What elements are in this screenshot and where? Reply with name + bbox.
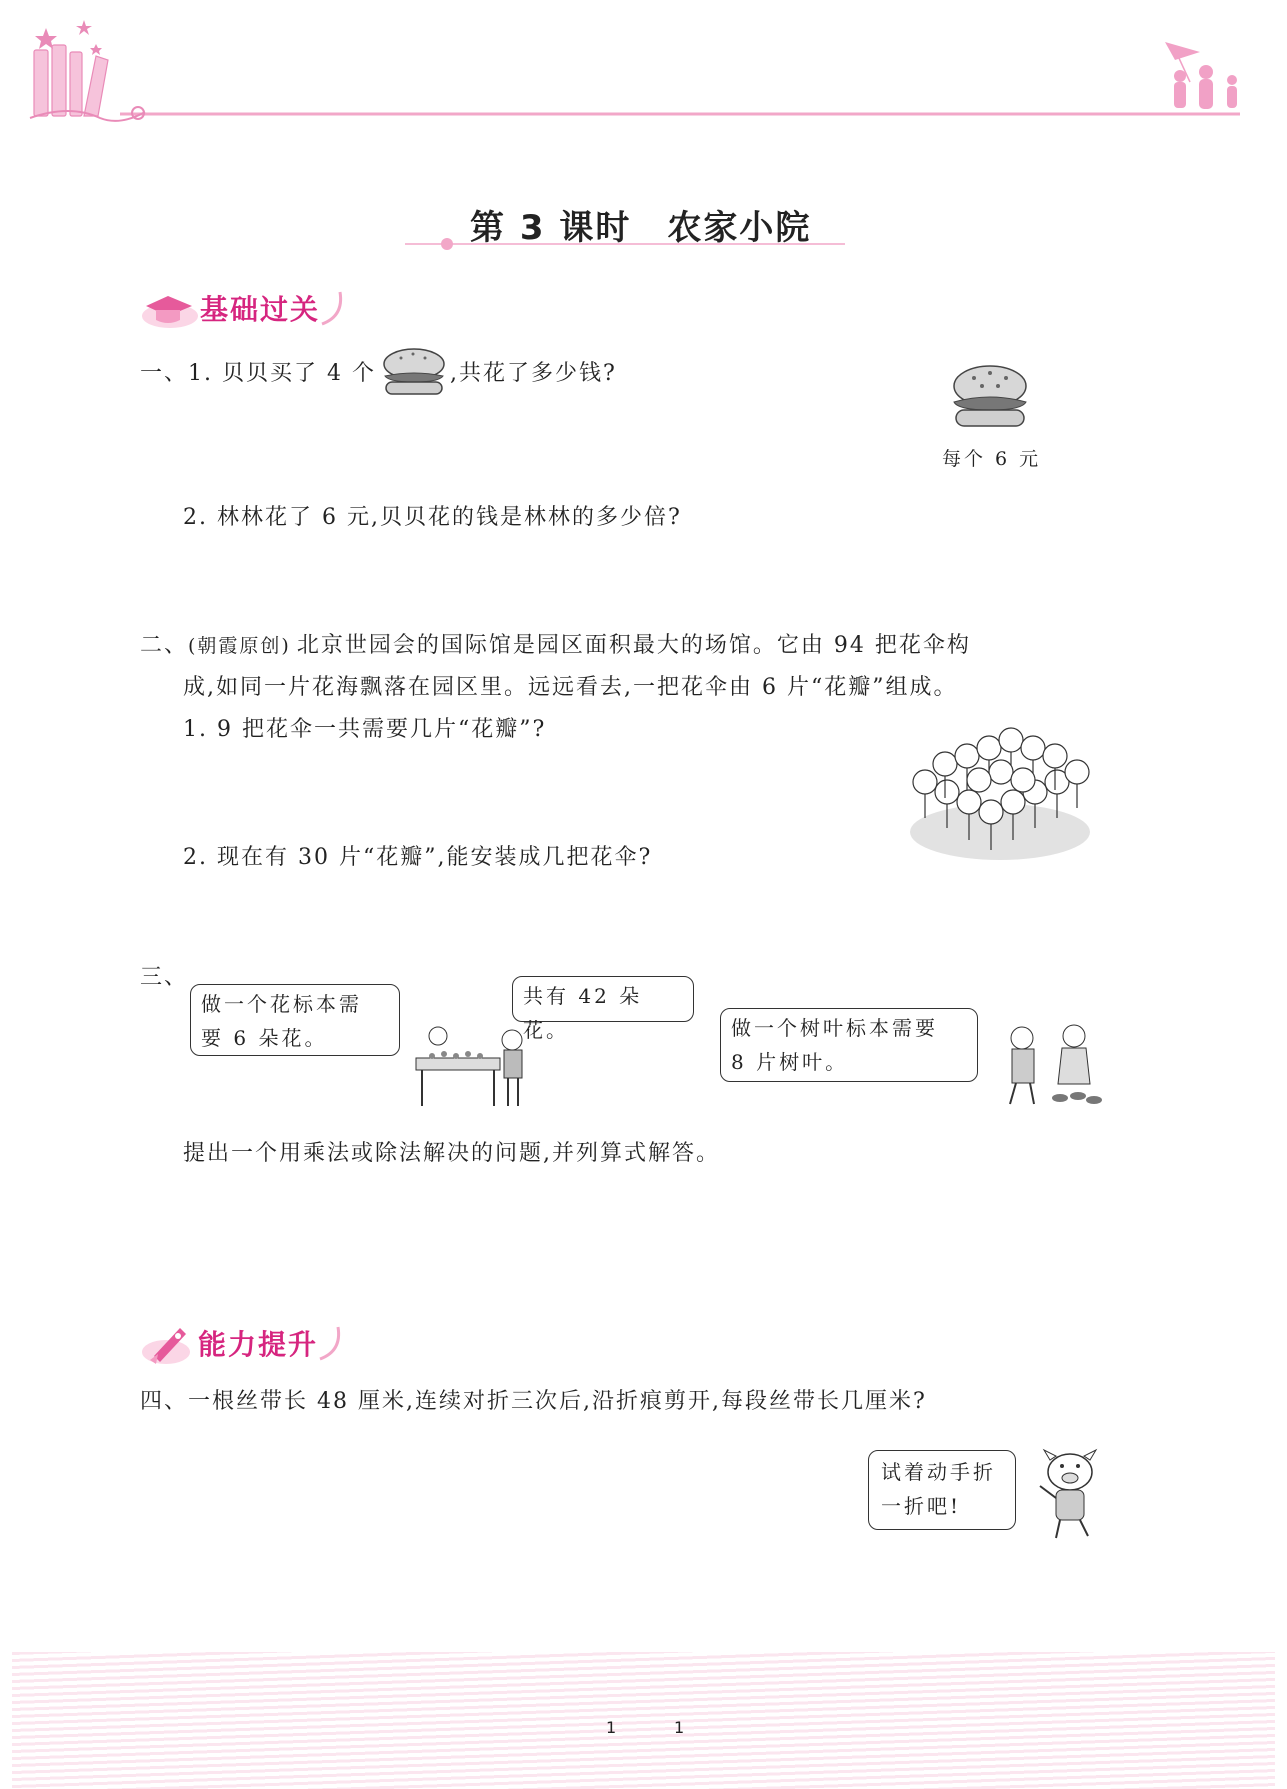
rocket-icon <box>140 1320 198 1366</box>
speech-bubble-leaf-sample <box>720 1008 978 1082</box>
q1-number: 一、 <box>140 361 189 386</box>
section-advanced-title: 能力提升 <box>198 1328 319 1361</box>
page-number-right: 1 <box>674 1718 685 1737</box>
title-underline <box>405 236 855 252</box>
section-basic-header <box>140 286 350 330</box>
q2-text-line1: 北京世园会的国际馆是园区面积最大的场馆。它由 94 把花伞构 <box>296 633 971 658</box>
footer-stripe-band <box>12 1652 1275 1789</box>
price-caption: 每个 6 元 <box>942 448 1042 470</box>
bubble3-line1: 做一个树叶标本需要 <box>731 1016 938 1040</box>
q2-source: (朝霞原创) <box>188 635 291 657</box>
speech-bubble-flower-sample <box>190 984 400 1056</box>
children-kite-icon <box>1165 42 1237 109</box>
hint-line2: 一折吧! <box>881 1494 962 1518</box>
q2-text-line2: 成,如同一片花海飘落在园区里。远远看去,一把花伞由 6 片“花瓣”组成。 <box>183 675 958 700</box>
flower-umbrellas-illustration <box>905 722 1095 864</box>
q2-number: 二、 <box>140 633 189 658</box>
header-decoration <box>0 0 1287 140</box>
bubble3-line2: 8 片树叶。 <box>731 1050 849 1074</box>
bubble2-text: 共有 42 朵花。 <box>523 984 643 1042</box>
q4-number: 四、 <box>140 1389 189 1414</box>
q3-prompt: 提出一个用乘法或除法解决的问题,并列算式解答。 <box>183 1141 720 1166</box>
q1-part2-text: 2. 林林花了 6 元,贝贝花的钱是林林的多少倍? <box>183 505 682 530</box>
q4-text: 一根丝带长 48 厘米,连续对折三次后,沿折痕剪开,每段丝带长几厘米? <box>188 1389 927 1414</box>
speech-bubble-flower-total <box>512 976 694 1042</box>
q2-part1-text: 1. 9 把花伞一共需要几片“花瓣”? <box>183 717 547 742</box>
bubble1-line1: 做一个花标本需 <box>201 992 362 1016</box>
q2-line1 <box>140 628 971 659</box>
hint-line1: 试着动手折 <box>881 1460 996 1484</box>
bubble1-line2: 要 6 朵花。 <box>201 1026 328 1050</box>
speech-bubble-hint <box>868 1450 1016 1530</box>
section-basic-title: 基础过关 <box>200 293 321 326</box>
pig-character-illustration <box>1030 1446 1110 1542</box>
hamburger-icon <box>381 346 447 400</box>
page-number-left: 1 <box>606 1718 617 1737</box>
section-advanced-header <box>140 1320 348 1366</box>
q1-line1 <box>140 356 376 387</box>
q1-part1-tail: ,共花了多少钱? <box>450 361 617 386</box>
hamburger-price-icon <box>950 362 1030 434</box>
q1-part1-text: 1. 贝贝买了 4 个 <box>188 361 376 386</box>
children-with-leaves-illustration <box>990 1018 1110 1106</box>
header-line-art <box>0 0 1287 140</box>
lesson-title: 第 3 课时 农家小院 <box>470 208 812 248</box>
q2-part2-text: 2. 现在有 30 片“花瓣”,能安装成几把花伞? <box>183 845 653 870</box>
graduation-cap-icon <box>140 286 200 330</box>
q3-number: 三、 <box>140 965 189 990</box>
section-advanced-swoosh <box>318 1321 348 1365</box>
books-icon <box>34 45 108 116</box>
q4-line <box>140 1384 927 1415</box>
section-basic-swoosh <box>320 286 350 330</box>
children-with-flowers-illustration <box>410 1018 540 1110</box>
